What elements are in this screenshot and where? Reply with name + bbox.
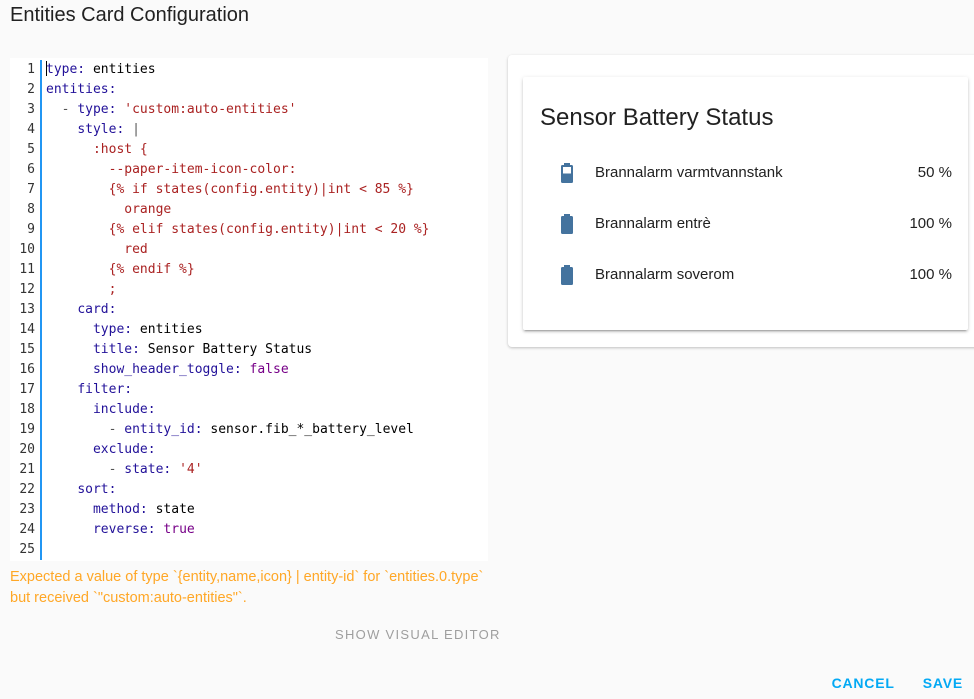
code-line[interactable] [10, 140, 488, 160]
battery-50-icon [555, 161, 579, 185]
code-line[interactable] [10, 240, 488, 260]
code-line-content: exclude: [40, 440, 488, 460]
entity-row[interactable] [523, 147, 968, 198]
code-line-content: include: [40, 400, 488, 420]
line-number: 18 [19, 402, 35, 417]
code-line[interactable] [10, 480, 488, 500]
line-number: 15 [19, 342, 35, 357]
code-line-content: title: Sensor Battery Status [40, 340, 488, 360]
line-number: 2 [27, 82, 35, 97]
code-line-content: sort: [40, 480, 488, 500]
line-number: 17 [19, 382, 35, 397]
battery-icon [555, 263, 579, 287]
code-line-content: {% endif %} [40, 260, 488, 280]
yaml-code-editor[interactable] [10, 58, 488, 561]
line-number: 3 [27, 102, 35, 117]
line-number: 4 [27, 122, 35, 137]
save-button[interactable]: SAVE [921, 671, 965, 695]
line-number: 9 [27, 222, 35, 237]
card-preview-title: Sensor Battery Status [540, 104, 774, 131]
code-line[interactable] [10, 520, 488, 540]
entity-state-value: 50 % [917, 164, 952, 181]
line-number: 6 [27, 162, 35, 177]
line-number: 21 [19, 462, 35, 477]
line-number: 19 [19, 422, 35, 437]
line-number: 5 [27, 142, 35, 157]
code-line-content: - state: '4' [40, 460, 488, 480]
line-number: 24 [19, 522, 35, 537]
config-error-line-2: but received `"custom:auto-entities"`. [10, 590, 247, 606]
code-line[interactable] [10, 400, 488, 420]
line-number: 12 [19, 282, 35, 297]
line-number: 11 [19, 262, 35, 277]
code-line[interactable] [10, 80, 488, 100]
code-line[interactable] [10, 120, 488, 140]
code-line-content: method: state [40, 500, 488, 520]
entity-name: Brannalarm entrè [595, 215, 711, 232]
cancel-button[interactable]: CANCEL [830, 671, 897, 695]
code-line-content: - entity_id: sensor.fib_*_battery_level [40, 420, 488, 440]
code-line-content: :host { [40, 140, 488, 160]
line-number: 20 [19, 442, 35, 457]
code-line-content: orange [40, 200, 488, 220]
code-line-content: type: entities [40, 320, 488, 340]
code-line[interactable] [10, 420, 488, 440]
code-line[interactable] [10, 280, 488, 300]
code-line[interactable] [10, 380, 488, 400]
config-error-message [10, 567, 690, 609]
code-line-content: show_header_toggle: false [40, 360, 488, 380]
line-number: 8 [27, 202, 35, 217]
line-number: 1 [27, 62, 35, 77]
entity-row[interactable] [523, 198, 968, 249]
code-line[interactable] [10, 100, 488, 120]
entities-card-preview [523, 77, 968, 330]
code-line[interactable] [10, 300, 488, 320]
code-line-content [40, 540, 488, 560]
entity-state-value: 100 % [909, 266, 952, 283]
code-line[interactable] [10, 260, 488, 280]
code-line-content: {% if states(config.entity)|int < 85 %} [40, 180, 488, 200]
code-line[interactable] [10, 440, 488, 460]
code-line[interactable] [10, 160, 488, 180]
entity-row[interactable] [523, 249, 968, 300]
entity-rows [523, 147, 968, 300]
line-number: 13 [19, 302, 35, 317]
code-line-content: {% elif states(config.entity)|int < 20 %} [40, 220, 488, 240]
code-line[interactable] [10, 540, 488, 560]
page-title: Entities Card Configuration [10, 4, 250, 26]
card-preview-container [508, 55, 974, 347]
line-number: 14 [19, 322, 35, 337]
battery-icon [555, 212, 579, 236]
code-line-content: reverse: true [40, 520, 488, 540]
line-number: 16 [19, 362, 35, 377]
entity-state-value: 100 % [909, 215, 952, 232]
code-line[interactable] [10, 200, 488, 220]
code-line-content: ; [40, 280, 488, 300]
code-line[interactable] [10, 500, 488, 520]
code-line-content: style: | [40, 120, 488, 140]
code-line[interactable] [10, 320, 488, 340]
code-line-content: card: [40, 300, 488, 320]
code-line-content: - type: 'custom:auto-entities' [40, 100, 488, 120]
code-line-content: --paper-item-icon-color: [40, 160, 488, 180]
code-line[interactable] [10, 60, 488, 80]
line-number: 10 [19, 242, 35, 257]
dialog-actions [830, 671, 965, 695]
code-line-content: red [40, 240, 488, 260]
line-number: 22 [19, 482, 35, 497]
entity-name: Brannalarm soverom [595, 266, 735, 283]
code-line-content: type: entities [40, 60, 488, 80]
code-line-content: entities: [40, 80, 488, 100]
code-line[interactable] [10, 180, 488, 200]
show-visual-editor-button[interactable]: SHOW VISUAL EDITOR [335, 627, 501, 642]
code-line[interactable] [10, 220, 488, 240]
code-lines [10, 60, 488, 560]
config-error-line-1: Expected a value of type `{entity,name,icon} | entity-id` for `entities.0.type` [10, 569, 484, 585]
code-line[interactable] [10, 460, 488, 480]
code-line[interactable] [10, 360, 488, 380]
line-number: 7 [27, 182, 35, 197]
code-line-content: filter: [40, 380, 488, 400]
line-number: 25 [19, 542, 35, 557]
entity-name: Brannalarm varmtvannstank [595, 164, 783, 181]
line-number: 23 [19, 502, 35, 517]
code-line[interactable] [10, 340, 488, 360]
